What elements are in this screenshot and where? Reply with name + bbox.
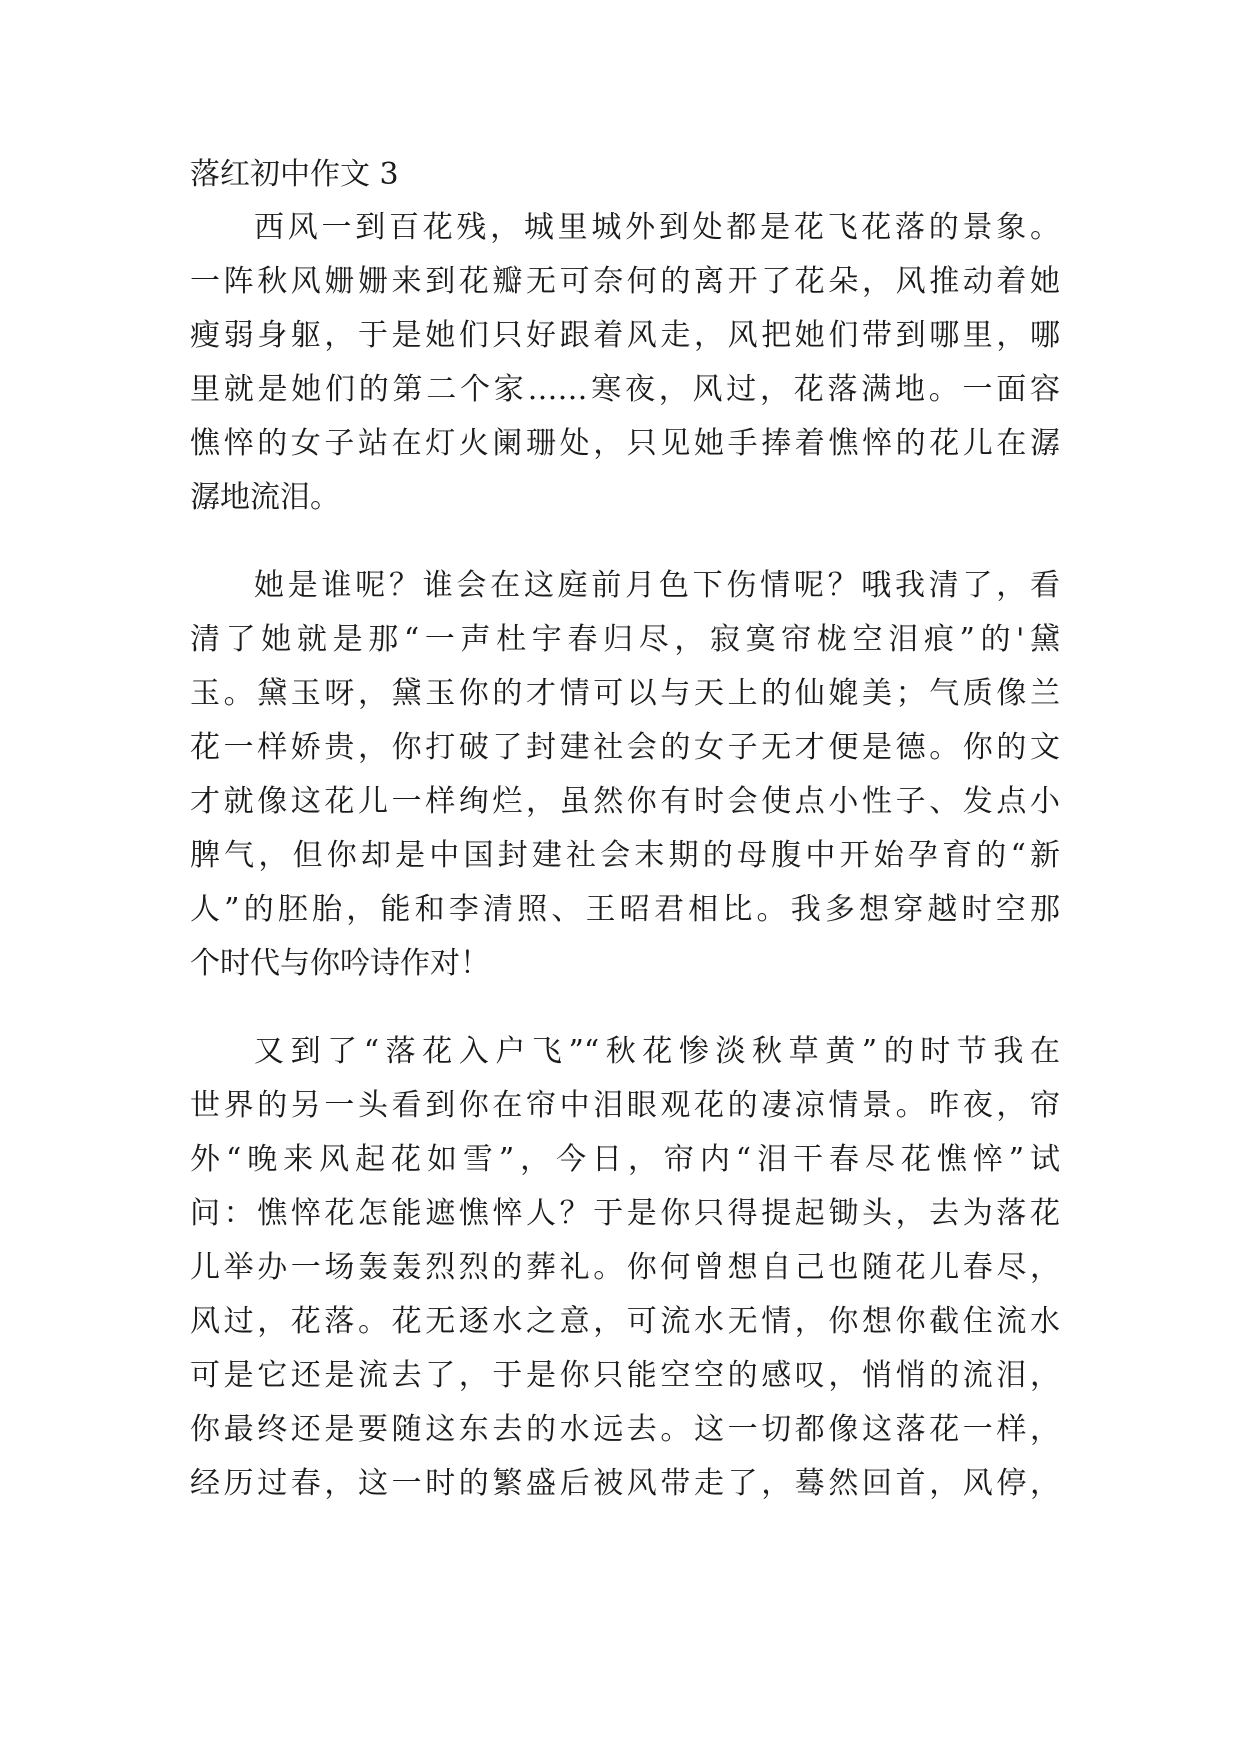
paragraph-1-line-4: 里就是她们的第二个家……寒夜，风过，花落满地。一面容 — [190, 372, 1060, 407]
paragraph-1-line-5: 憔悴的女子站在灯火阑珊处，只见她手捧着憔悴的花儿在潺 — [190, 426, 1060, 461]
paragraph-3-line-1: 又到了“落花入户飞”“秋花惨淡秋草黄”的时节我在 — [254, 1034, 1060, 1069]
essay-title: 落红初中作文 3 — [190, 157, 399, 192]
paragraph-2-line-2: 清了她就是那“一声杜宇春归尽，寂寞帘栊空泪痕”的'黛 — [190, 622, 1060, 657]
paragraph-1-line-6: 潺地流泪。 — [190, 480, 340, 515]
paragraph-3-line-5: 儿举办一场轰轰烈烈的葬礼。你何曾想自己也随花儿春尽， — [190, 1250, 1060, 1285]
paragraph-2-line-6: 脾气，但你却是中国封建社会末期的母腹中开始孕育的“新 — [190, 838, 1060, 873]
paragraph-3-line-8: 你最终还是要随这东去的水远去。这一切都像这落花一样， — [190, 1412, 1060, 1447]
paragraph-3-line-4: 问：憔悴花怎能遮憔悴人？于是你只得提起锄头，去为落花 — [190, 1196, 1060, 1231]
paragraph-3-line-2: 世界的另一头看到你在帘中泪眼观花的凄凉情景。昨夜，帘 — [190, 1088, 1060, 1123]
paragraph-2-line-1: 她是谁呢？谁会在这庭前月色下伤情呢？哦我清了，看 — [254, 568, 1060, 603]
paragraph-2-line-8: 个时代与你吟诗作对！ — [190, 946, 490, 981]
paragraph-3-line-9: 经历过春，这一时的繁盛后被风带走了，蓦然回首，风停， — [190, 1466, 1060, 1501]
paragraph-2-line-3: 玉。黛玉呀，黛玉你的才情可以与天上的仙媲美；气质像兰 — [190, 676, 1060, 711]
paragraph-2-line-4: 花一样娇贵，你打破了封建社会的女子无才便是德。你的文 — [190, 730, 1060, 765]
paragraph-3-line-7: 可是它还是流去了，于是你只能空空的感叹，悄悄的流泪， — [190, 1358, 1060, 1393]
paragraph-1-line-3: 瘦弱身躯，于是她们只好跟着风走，风把她们带到哪里，哪 — [190, 318, 1060, 353]
paragraph-2-line-7: 人”的胚胎，能和李清照、王昭君相比。我多想穿越时空那 — [190, 892, 1060, 927]
paragraph-3-line-3: 外“晚来风起花如雪”，今日，帘内“泪干春尽花憔悴”试 — [190, 1142, 1060, 1177]
paragraph-1-line-2: 一阵秋风姗姗来到花瓣无可奈何的离开了花朵，风推动着她 — [190, 264, 1060, 299]
paragraph-2-line-5: 才就像这花儿一样绚烂，虽然你有时会使点小性子、发点小 — [190, 784, 1060, 819]
paragraph-3-line-6: 风过，花落。花无逐水之意，可流水无情，你想你截住流水 — [190, 1304, 1060, 1339]
paragraph-1-line-1: 西风一到百花残，城里城外到处都是花飞花落的景象。 — [254, 210, 1060, 245]
